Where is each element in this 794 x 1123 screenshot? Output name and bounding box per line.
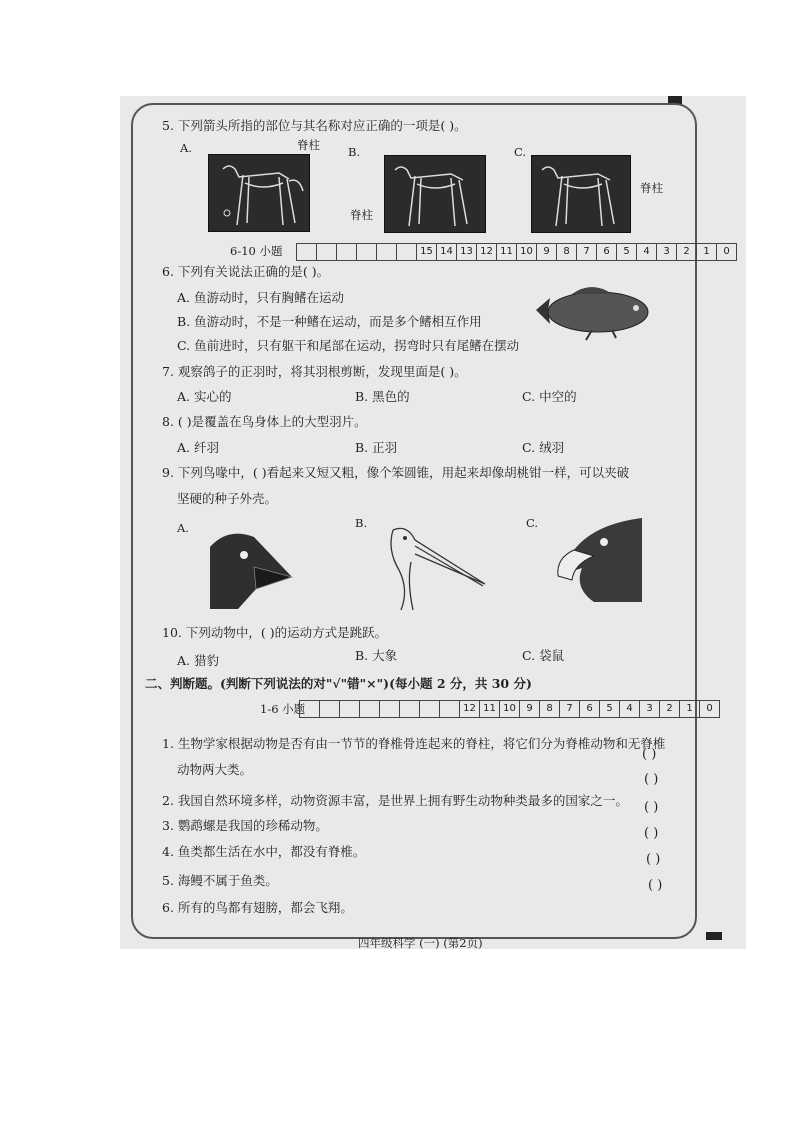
q9-option-a: A. bbox=[177, 521, 189, 535]
score-cell[interactable]: 9 bbox=[520, 701, 540, 717]
q8-option-c: C. 绒羽 bbox=[522, 440, 565, 455]
score-cell[interactable] bbox=[320, 701, 340, 717]
judge-2: 2. 我国自然环境多样，动物资源丰富，是世界上拥有野生动物种类最多的国家之一。 bbox=[162, 793, 628, 808]
q8-question: 8. ( )是覆盖在鸟身体上的大型羽片。 bbox=[162, 414, 367, 429]
score-cell[interactable] bbox=[297, 244, 317, 260]
answer-blank-5[interactable]: ( ) bbox=[646, 852, 661, 867]
score-cell[interactable]: 3 bbox=[640, 701, 660, 717]
score-cell[interactable]: 10 bbox=[500, 701, 520, 717]
skeleton-image-b bbox=[384, 155, 486, 233]
score-cell[interactable] bbox=[440, 701, 460, 717]
q7-option-a: A. 实心的 bbox=[177, 389, 232, 404]
answer-blank-2[interactable]: ( ) bbox=[644, 772, 659, 787]
score-cell[interactable]: 7 bbox=[560, 701, 580, 717]
q5-label-b: 脊柱 bbox=[350, 208, 373, 222]
answer-blank-4[interactable]: ( ) bbox=[644, 826, 659, 841]
q9-question-line2: 坚硬的种子外壳。 bbox=[177, 491, 278, 506]
score-cell[interactable]: 13 bbox=[457, 244, 477, 260]
score-cell[interactable]: 3 bbox=[657, 244, 677, 260]
score-cell[interactable]: 5 bbox=[600, 701, 620, 717]
q7-option-c: C. 中空的 bbox=[522, 389, 577, 404]
fish-illustration bbox=[532, 280, 662, 342]
score-cell[interactable]: 0 bbox=[723, 246, 730, 257]
score-label-6-10: 6-10 小题 bbox=[230, 244, 283, 258]
score-cell[interactable]: 6 bbox=[580, 701, 600, 717]
judge-1-line1: 1. 生物学家根据动物是否有由一节节的脊椎骨连起来的脊柱，将它们分为脊椎动物和无脊椎 bbox=[162, 736, 666, 751]
score-cell[interactable]: 5 bbox=[617, 244, 637, 260]
score-cell[interactable]: 1 bbox=[697, 244, 717, 260]
judge-1-line2: 动物两大类。 bbox=[177, 762, 253, 777]
score-cell[interactable]: 4 bbox=[620, 701, 640, 717]
score-cell[interactable]: 1 bbox=[680, 701, 700, 717]
score-cell[interactable] bbox=[380, 701, 400, 717]
q10-option-c: C. 袋鼠 bbox=[522, 648, 565, 663]
skeleton-image-c bbox=[531, 155, 631, 233]
answer-blank-3[interactable]: ( ) bbox=[644, 800, 659, 815]
score-cell[interactable] bbox=[357, 244, 377, 260]
q5-option-b: B. bbox=[348, 145, 361, 159]
q5-option-a: A. bbox=[180, 141, 192, 155]
score-cell[interactable]: 9 bbox=[537, 244, 557, 260]
q5-option-c: C. bbox=[514, 145, 527, 159]
score-cell[interactable]: 8 bbox=[557, 244, 577, 260]
score-cell[interactable] bbox=[340, 701, 360, 717]
q10-option-b: B. 大象 bbox=[355, 648, 398, 663]
score-cell[interactable]: 2 bbox=[660, 701, 680, 717]
score-cell[interactable] bbox=[300, 701, 320, 717]
score-cell[interactable]: 8 bbox=[540, 701, 560, 717]
q7-option-b: B. 黑色的 bbox=[355, 389, 410, 404]
answer-blank-1[interactable]: ( ) bbox=[642, 747, 657, 762]
q5-label-a: 脊柱 bbox=[297, 138, 320, 152]
judge-4: 4. 鱼类都生活在水中，都没有脊椎。 bbox=[162, 844, 366, 859]
score-cell[interactable]: 4 bbox=[637, 244, 657, 260]
score-cell[interactable]: 14 bbox=[437, 244, 457, 260]
q5-question: 5. 下列箭头所指的部位与其名称对应正确的一项是( )。 bbox=[162, 118, 467, 133]
beak-image-a bbox=[208, 527, 294, 609]
q9-question-line1: 9. 下列鸟喙中，( )看起来又短又粗，像个笨圆锥，用起来却像胡桃钳一样，可以夹破 bbox=[162, 465, 630, 480]
score-cell[interactable] bbox=[377, 244, 397, 260]
q6-option-a: A. 鱼游动时，只有胸鳍在运动 bbox=[177, 290, 344, 305]
q5-label-c: 脊柱 bbox=[640, 181, 663, 195]
q10-question: 10. 下列动物中，( )的运动方式是跳跃。 bbox=[162, 625, 388, 640]
answer-blank-6[interactable]: ( ) bbox=[648, 878, 663, 893]
score-table-6-10 bbox=[296, 243, 737, 261]
score-cell[interactable]: 11 bbox=[497, 244, 517, 260]
q8-option-a: A. 纤羽 bbox=[177, 440, 219, 455]
score-cell[interactable]: 12 bbox=[477, 244, 497, 260]
score-cell[interactable] bbox=[360, 701, 380, 717]
q9-option-c: C. bbox=[526, 516, 539, 530]
score-cell[interactable] bbox=[317, 244, 337, 260]
q7-question: 7. 观察鸽子的正羽时，将其羽根剪断，发现里面是( )。 bbox=[162, 364, 467, 379]
score-table-1-6 bbox=[299, 700, 720, 718]
page-footer: 四年级科学 (一) (第2页) bbox=[358, 936, 483, 950]
score-cell[interactable]: 11 bbox=[480, 701, 500, 717]
q6-option-c: C. 鱼前进时，只有躯干和尾部在运动，拐弯时只有尾鳍在摆动 bbox=[177, 338, 520, 353]
section2-title: 二、判断题。(判断下列说法的对"√"错"×")(每小题 2 分，共 30 分) bbox=[145, 676, 532, 691]
score-cell[interactable]: 2 bbox=[677, 244, 697, 260]
score-cell[interactable]: 12 bbox=[460, 701, 480, 717]
score-cell[interactable]: 10 bbox=[517, 244, 537, 260]
q6-option-b: B. 鱼游动时，不是一种鳍在运动，而是多个鳍相互作用 bbox=[177, 314, 482, 329]
score-cell[interactable] bbox=[420, 701, 440, 717]
q9-option-b: B. bbox=[355, 516, 368, 530]
score-cell[interactable]: 0 bbox=[706, 703, 713, 714]
q6-question: 6. 下列有关说法正确的是( )。 bbox=[162, 264, 330, 279]
judge-5: 5. 海鳗不属于鱼类。 bbox=[162, 873, 278, 888]
score-cell[interactable]: 15 bbox=[417, 244, 437, 260]
score-cell[interactable] bbox=[400, 701, 420, 717]
score-cell[interactable] bbox=[397, 244, 417, 260]
score-cell[interactable]: 7 bbox=[577, 244, 597, 260]
score-label-1-6: 1-6 小题 bbox=[260, 702, 306, 716]
beak-image-b bbox=[385, 522, 489, 612]
judge-6: 6. 所有的鸟都有翅膀，都会飞翔。 bbox=[162, 900, 353, 915]
score-cell[interactable] bbox=[337, 244, 357, 260]
score-cell[interactable]: 6 bbox=[597, 244, 617, 260]
skeleton-image-a bbox=[208, 154, 310, 232]
beak-image-c bbox=[554, 518, 642, 602]
corner-mark-bottom bbox=[706, 932, 722, 940]
judge-3: 3. 鹦鹉螺是我国的珍稀动物。 bbox=[162, 818, 328, 833]
q8-option-b: B. 正羽 bbox=[355, 440, 398, 455]
q10-option-a: A. 猎豹 bbox=[177, 653, 219, 668]
